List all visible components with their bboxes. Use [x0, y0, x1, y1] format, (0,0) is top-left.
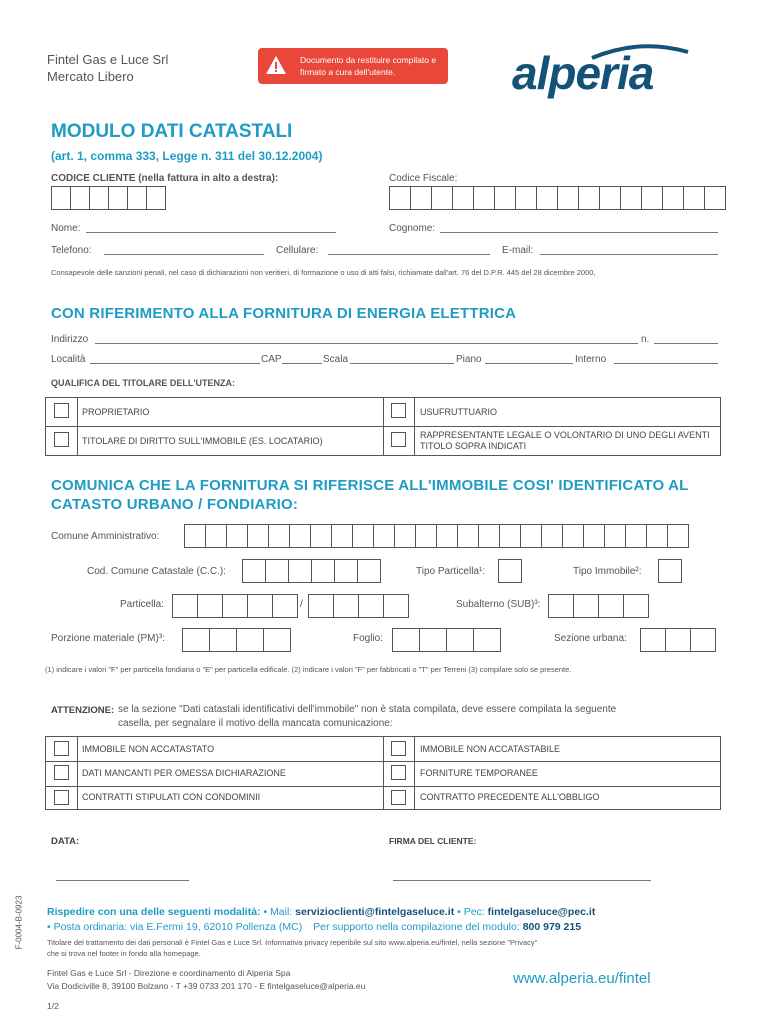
attention-text-1: se la sezione "Dati catastali identificativi dell'immobile" non è stata compilata, deve essere compilata la seguente	[118, 704, 617, 715]
scala-input[interactable]	[350, 363, 454, 364]
subalterno-label: Subalterno (SUB)³:	[456, 599, 541, 610]
cellulare-label: Cellulare:	[276, 245, 319, 256]
website-link[interactable]: www.alperia.eu/fintel	[513, 970, 651, 987]
email-label: E-mail:	[502, 245, 534, 256]
codice-cliente-input[interactable]	[51, 186, 166, 210]
post-line	[47, 921, 581, 933]
disclaimer-text: Consapevole delle sanzioni penali, nel caso di dichiarazioni non veritieri, di formazione o uso di atti falsi, richiamate dall'art. 76 del D.P.R. 445 del 28 dicembre 2000,	[51, 268, 596, 277]
cod-comune-input[interactable]	[242, 559, 381, 583]
cadastre-footnote: (1) indicare i valori "F" per particella fondiaria o "E" per particella edificale. (2) indicare i valori "F" per fabbricati o "T" per Terreni (3) compilare solo se presente.	[45, 665, 572, 674]
option-rappresentante: RAPPRESENTANTE LEGALE O VOLONTARIO DI UNO DEGLI AVENTI TITOLO SOPRA INDICATI	[420, 430, 710, 451]
attention-label: ATTENZIONE:	[51, 705, 115, 716]
localita-input[interactable]	[90, 363, 260, 364]
piano-label: Piano	[456, 354, 482, 365]
foglio-label: Foglio:	[353, 633, 384, 644]
checkbox-rappresentante[interactable]	[391, 432, 406, 447]
cognome-label: Cognome:	[389, 223, 436, 234]
firma-label: FIRMA DEL CLIENTE:	[389, 836, 477, 846]
option-titolare-diritto: TITOLARE DI DIRITTO SULL'IMMOBILE (ES. LOCATARIO)	[82, 436, 323, 446]
send-intro: Rispedire con una delle seguenti modalità:	[47, 906, 261, 918]
interno-input[interactable]	[614, 363, 718, 364]
attention-text-2: casella, per segnalare il motivo della mancata comunicazione:	[118, 718, 393, 729]
option-condominii: CONTRATTI STIPULATI CON CONDOMINII	[82, 792, 261, 802]
cadastre-title-line1: COMUNICA CHE LA FORNITURA SI RIFERISCE ALL'IMMOBILE COSI' IDENTIFICATO AL	[51, 477, 689, 494]
mail-link[interactable]: servizioclienti@fintelgaseluce.it	[295, 906, 455, 918]
privacy-line-1: Titolare del trattamento dei dati personali è Fintel Gas e Luce Srl. Informativa privacy reperibile sul sito www.alperia.eu/fintel, nella sezione "Privacy"	[47, 938, 538, 947]
checkbox-forniture-temporanee[interactable]	[391, 765, 406, 780]
company-line-1: Fintel Gas e Luce Srl - Direzione e coordinamento di Alperia Spa	[47, 968, 291, 978]
checkbox-proprietario[interactable]	[54, 403, 69, 418]
checkbox-condominii[interactable]	[54, 790, 69, 805]
pec-label: • Pec:	[457, 906, 485, 918]
option-usufruttuario: USUFRUTTUARIO	[420, 407, 497, 417]
email-input[interactable]	[540, 254, 718, 255]
tipo-particella-label: Tipo Particella¹:	[416, 566, 486, 577]
subalterno-input[interactable]	[548, 594, 649, 618]
checkbox-titolare-diritto[interactable]	[54, 432, 69, 447]
option-forniture-temporanee: FORNITURE TEMPORANEE	[420, 768, 538, 778]
firma-input[interactable]	[393, 880, 651, 881]
company-line-2: Via Dodiciville 8, 39100 Bolzano - T +39 0733 201 170 - E fintelgaseluce@alperia.eu	[47, 981, 366, 991]
tipo-immobile-label: Tipo Immobile²:	[573, 566, 642, 577]
cod-comune-label: Cod. Comune Catastale (C.C.):	[87, 566, 226, 577]
checkbox-non-accatastabile[interactable]	[391, 741, 406, 756]
comune-label: Comune Amministrativo:	[51, 531, 160, 542]
localita-label: Località	[51, 354, 86, 365]
company-name: Fintel Gas e Luce Srl	[47, 52, 169, 67]
qualifica-label: QUALIFICA DEL TITOLARE DELL'UTENZA:	[51, 378, 235, 388]
particella-label: Particella:	[120, 599, 164, 610]
cap-label: CAP	[261, 354, 282, 365]
nome-input[interactable]	[86, 232, 336, 233]
alperia-logo	[512, 42, 692, 98]
warning-text: Documento da restituire compilato e firmato a cura dell'utente.	[300, 55, 437, 77]
logo-text: alperia	[512, 47, 654, 99]
comune-input[interactable]	[184, 524, 689, 548]
data-label: DATA:	[51, 836, 80, 847]
cellulare-input[interactable]	[328, 254, 490, 255]
indirizzo-label: Indirizzo	[51, 334, 89, 345]
cognome-input[interactable]	[440, 232, 718, 233]
indirizzo-input[interactable]	[95, 343, 638, 344]
post-address: • Posta ordinaria: via E.Fermi 19, 62010 Pollenza (MC)	[47, 921, 303, 933]
support-number[interactable]: 800 979 215	[522, 921, 582, 933]
mail-label: • Mail:	[263, 906, 293, 918]
foglio-input[interactable]	[392, 628, 501, 652]
checkbox-contratto-precedente[interactable]	[391, 790, 406, 805]
option-non-accatastabile: IMMOBILE NON ACCATASTABILE	[420, 744, 561, 754]
telefono-label: Telefono:	[51, 245, 92, 256]
porzione-label: Porzione materiale (PM)³:	[51, 633, 165, 644]
codice-cliente-label: CODICE CLIENTE (nella fattura in alto a destra):	[51, 173, 279, 184]
nome-label: Nome:	[51, 223, 81, 234]
cadastre-title-line2: CATASTO URBANO / FONDIARIO:	[51, 496, 299, 513]
data-input[interactable]	[56, 880, 189, 881]
page-number: 1/2	[47, 1001, 59, 1011]
porzione-input[interactable]	[182, 628, 291, 652]
privacy-line-2: che si trova nel footer in fondo alla homepage.	[47, 949, 201, 958]
tipo-particella-input[interactable]	[498, 559, 522, 583]
codice-fiscale-input[interactable]	[389, 186, 726, 210]
telefono-input[interactable]	[104, 254, 264, 255]
option-non-accatastato: IMMOBILE NON ACCATASTATO	[82, 744, 215, 754]
supply-section-title: CON RIFERIMENTO ALLA FORNITURA DI ENERGIA ELETTRICA	[51, 305, 517, 322]
option-dati-mancanti: DATI MANCANTI PER OMESSA DICHIARAZIONE	[82, 768, 286, 778]
warning-banner	[258, 48, 448, 84]
form-title: MODULO DATI CATASTALI	[51, 121, 293, 142]
numero-label: n.	[641, 334, 650, 345]
tipo-immobile-input[interactable]	[658, 559, 682, 583]
sezione-label: Sezione urbana:	[554, 633, 627, 644]
market-label: Mercato Libero	[47, 69, 134, 84]
piano-input[interactable]	[485, 363, 573, 364]
scala-label: Scala	[323, 354, 349, 365]
numero-input[interactable]	[654, 343, 718, 344]
warning-icon	[265, 55, 287, 75]
checkbox-dati-mancanti[interactable]	[54, 765, 69, 780]
checkbox-non-accatastato[interactable]	[54, 741, 69, 756]
pec-link[interactable]: fintelgaseluce@pec.it	[487, 906, 596, 918]
particella-slash: /	[300, 599, 303, 610]
option-contratto-precedente: CONTRATTO PRECEDENTE ALL'OBBLIGO	[420, 792, 600, 802]
interno-label: Interno	[575, 354, 607, 365]
checkbox-usufruttuario[interactable]	[391, 403, 406, 418]
form-code: F-0004-B-0923	[14, 895, 24, 950]
particella-input-1[interactable]	[172, 594, 298, 618]
support-text: Per supporto nella compilazione del modulo:	[313, 921, 520, 933]
particella-input-2[interactable]	[308, 594, 409, 618]
send-instructions	[47, 906, 595, 918]
cap-input[interactable]	[282, 363, 322, 364]
sezione-input[interactable]	[640, 628, 716, 652]
option-proprietario: PROPRIETARIO	[82, 407, 150, 417]
codice-fiscale-label: Codice Fiscale:	[389, 173, 458, 184]
form-subtitle: (art. 1, comma 333, Legge n. 311 del 30.12.2004)	[51, 149, 323, 163]
